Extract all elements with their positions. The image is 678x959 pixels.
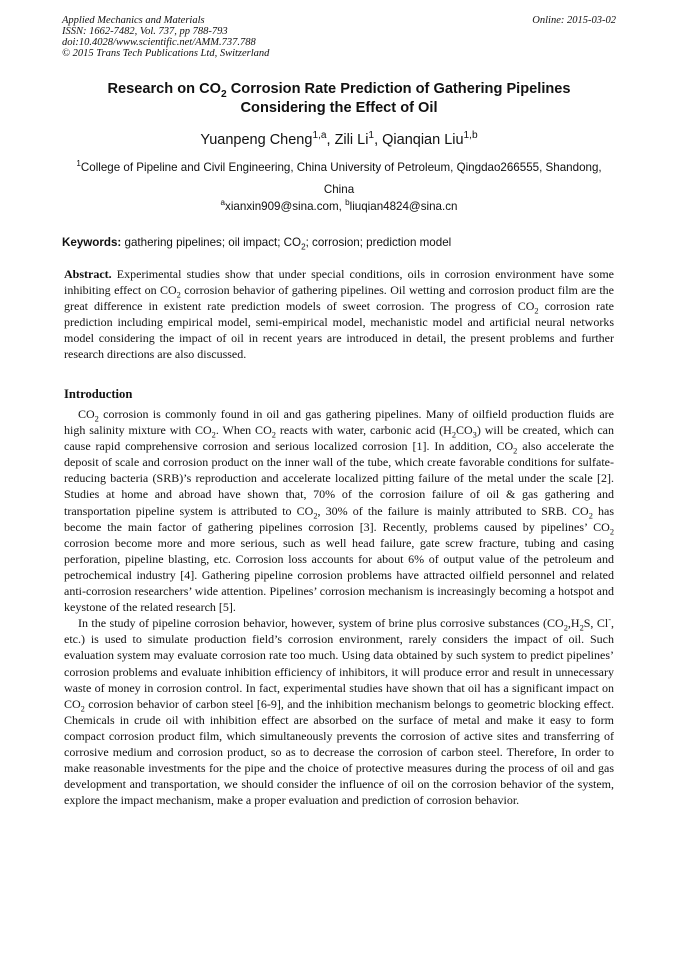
subscript: 2 (271, 430, 276, 440)
keywords (62, 235, 616, 251)
keywords-text-b: ; corrosion; prediction model (305, 236, 452, 249)
keywords-subscript: 2 (301, 242, 306, 252)
subscript: 2 (588, 510, 593, 520)
subscript: 2 (94, 414, 99, 424)
subscript: 2 (563, 623, 568, 633)
email-b: liuqian4824@sina.cn (349, 200, 458, 213)
paragraph-text: . When CO (215, 423, 272, 438)
title-subscript: 2 (221, 88, 227, 100)
subscript: 2 (513, 446, 518, 456)
journal-name: Applied Mechanics and Materials (62, 15, 205, 26)
subscript: 3 (472, 430, 477, 440)
journal-doi: doi:10.4028/www.scientific.net/AMM.737.788 (62, 37, 256, 48)
title-text-b: Corrosion Rate Prediction of Gathering Pipelines (226, 81, 571, 97)
paragraph-text: reacts with water, carbonic acid (H (275, 423, 452, 438)
paragraph-text: In the study of pipeline corrosion behavior, however, system of brine plus corrosive substances (CO (78, 616, 564, 631)
abstract (64, 266, 614, 363)
abstract-text: corrosion behavior of gathering pipelines. Oil wetting and corrosion product film are the great difference in existent rate prediction models of sweet corrosion. The progress of CO (64, 283, 614, 314)
subscript: 2 (176, 290, 181, 300)
online-date: Online: 2015-03-02 (532, 15, 616, 26)
author-3-affil: 1,b (463, 130, 478, 142)
paragraph-text: , etc.) is used to simulate production field’s corrosion environment, rarely considers the impact of oil. Such evaluation system may evaluate corrosion rate too much. Using data obtained by such system to predict pipelines’ corrosion problems and evaluate inhibition efficiency of inhibitors, it will produce error and result in unnecessary waste of money in corrosion control. In fact, experimental studies have shown that oil has a significant impact on CO (64, 616, 614, 711)
abstract-text: Experimental studies show that under special conditions, oils in corrosion environment have some inhibiting effect on CO (64, 267, 614, 298)
abstract-label: Abstract. (64, 267, 112, 281)
subscript: 2 (534, 306, 539, 316)
author-emails (62, 197, 616, 217)
paragraph-text: S, Cl (583, 616, 609, 631)
email-a-marker: a (220, 198, 226, 208)
subscript: 2 (313, 510, 318, 520)
email-b-marker: b (345, 198, 350, 208)
title-line-2: Considering the Effect of Oil (240, 100, 438, 116)
paragraph-text: has become the main factor of gathering pipelines corrosion [3]. Recently, problems caused by pipelines’ CO (64, 503, 614, 534)
title-line-1 (62, 80, 616, 99)
paragraph-text: also accelerate the deposit of scale and corrosion product on the inner wall of the tube, which create favorable conditions for sulfate-reducing bacteria (SRB)’s reproduction and accelerate localized pitting failure of the metal under the scale [2]. Studies at home and abroad have shown that, 70% of the corrosion failure of oil & gas gathering and transportation pipeline system is attributed to CO (64, 439, 615, 518)
affiliation-text: College of Pipeline and Civil Engineering, China University of Petroleum, Qingdao266555, Shandong, China (80, 161, 602, 196)
keywords-label: Keywords: (62, 236, 122, 249)
author-1: Yuanpeng Cheng (200, 132, 313, 148)
paragraph-text: ) will be created, which can cause rapid comprehensive corrosion and serious localized corrosion [1]. In addition, CO (64, 423, 614, 454)
paragraph-text: corrosion behavior of carbon steel [6-9], and the inhibition mechanism belongs to geometric blocking effect. Chemicals in crude oil with inhibition effect are absorbed on the surface of metal and make it easy to form compact corrosion product film, which simultaneously prevents the corrosion of active sites and transferring of corrosive medium and corrosion product, so as to decrease the corrosion of carbon steel. Therefore, In order to make reasonable investments for the pipe and the choice of protective measures during the process of oil and gas development and transportation, we should consider the influence of oil on the corrosion behavior of the system, explore the impact mechanism, make a proper evaluation and prediction of corrosion behavior. (64, 696, 614, 808)
author-2: Zili Li (334, 132, 369, 148)
email-separator: , (338, 200, 346, 213)
author-separator: , (326, 132, 335, 148)
paragraph-text: CO (78, 407, 95, 421)
intro-paragraph-2 (64, 615, 614, 808)
intro-paragraph-1 (64, 406, 614, 615)
author-2-affil: 1 (368, 130, 375, 142)
journal-info (62, 15, 269, 59)
paragraph-text: CO (456, 423, 473, 438)
paragraph-text: ,H (567, 616, 580, 631)
affiliation (62, 157, 616, 201)
subscript: 2 (80, 704, 85, 714)
paragraph-text: corrosion is commonly found in oil and gas gathering pipelines. Many of oilfield production fluids are high salinity mixture with CO (64, 407, 614, 438)
subscript: 2 (609, 527, 614, 537)
superscript: - (608, 615, 611, 625)
subscript: 2 (579, 623, 584, 633)
keywords-text-a: gathering pipelines; oil impact; CO (121, 236, 302, 249)
paragraph-text: , 30% of the failure is mainly attributed to SRB. CO (317, 503, 589, 518)
subscript: 2 (451, 430, 456, 440)
journal-issn: ISSN: 1662-7482, Vol. 737, pp 788-793 (62, 26, 228, 37)
subscript: 2 (211, 430, 216, 440)
section-heading-introduction: Introduction (64, 387, 133, 401)
introduction-body (64, 406, 614, 808)
author-3: Qianqian Liu (382, 132, 464, 148)
journal-copyright: © 2015 Trans Tech Publications Ltd, Switzerland (62, 48, 270, 59)
author-separator: , (374, 132, 383, 148)
author-list (62, 130, 616, 150)
abstract-text: corrosion rate prediction including empirical model, semi-empirical model, mechanistic model and artificial neural networks model considering the impact of oil in recent years are introduced in detail, the present problems and further research directions are also discussed. (64, 299, 614, 362)
title-text-a: Research on CO (107, 81, 222, 97)
affiliation-marker: 1 (76, 159, 81, 169)
paragraph-text: corrosion become more and more serious, such as well head failure, gate screw fracture, tubing and casing perforation, pipeline blasting, etc. Corrosion loss accounts for about 6% of output value of the petroleum and petrochemical industry [4]. Gathering pipeline corrosion problems have attracted oilfield personnel and related anti-corrosion researchers’ wide attention. Pipelines’ corrosion mechanism is increasingly becoming a hotspot and keystone of the related research [5]. (64, 535, 614, 615)
email-a: xianxin909@sina.com (225, 200, 339, 213)
author-1-affil: 1,a (312, 130, 327, 142)
paper-title (62, 80, 616, 118)
